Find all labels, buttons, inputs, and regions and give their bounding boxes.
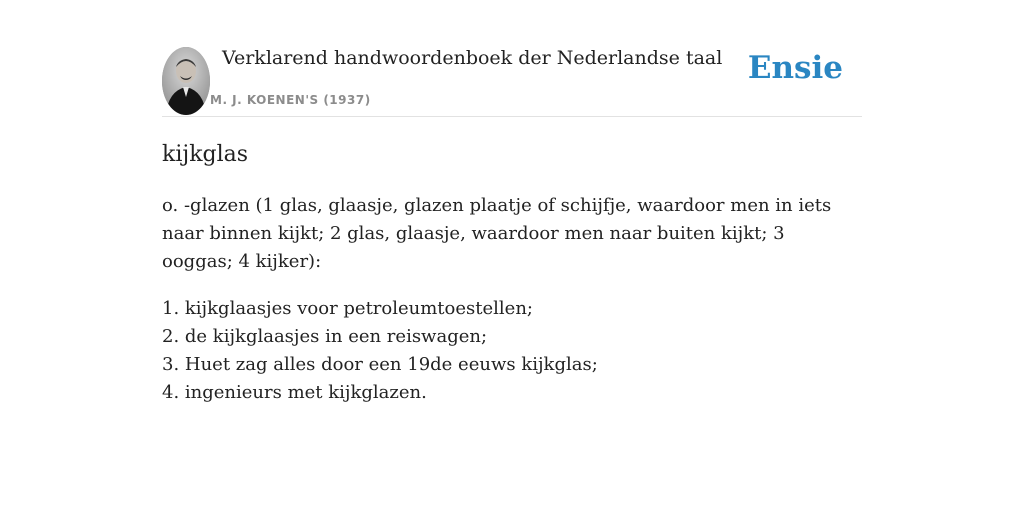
entry-definition: o. -glazen (1 glas, glaasje, glazen plaatje of schijfje, waardoor men in iets naar binnen kijkt; 2 glas, glaasje, waardoor men naar buiten kijkt; 3 ooggas; 4 kijker): — [162, 195, 832, 272]
entry-headword: kijkglas — [162, 142, 249, 167]
dictionary-page — [162, 0, 862, 403]
example-item: 3. Huet zag alles door een 19de eeuws kijkglas; — [162, 354, 598, 375]
page-header — [162, 0, 862, 117]
brand-logo-link[interactable]: Ensie — [747, 50, 843, 86]
book-author: M. J. KOENEN'S (1937) — [210, 93, 371, 107]
author-portrait — [162, 47, 210, 115]
example-item: 2. de kijkglaasjes in een reiswagen; — [162, 326, 488, 347]
example-item: 4. ingenieurs met kijkglazen. — [162, 382, 427, 403]
book-title: Verklarend handwoordenboek der Nederlandse taal — [222, 47, 723, 69]
example-item: 1. kijkglaasjes voor petroleumtoestellen; — [162, 298, 533, 319]
example-list — [162, 295, 852, 407]
